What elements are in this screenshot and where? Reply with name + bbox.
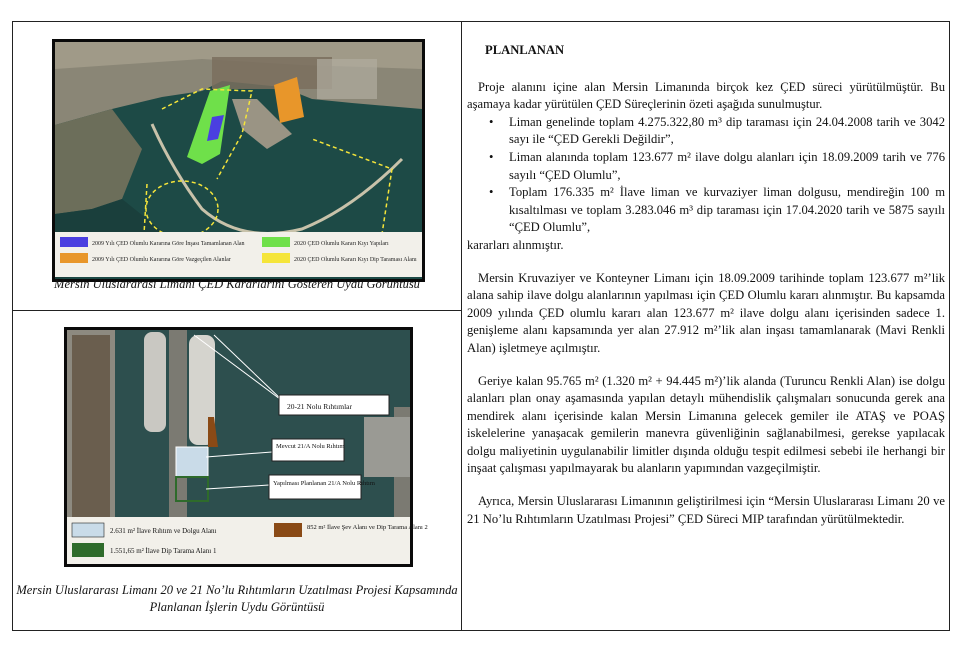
figure-cell-2 [13, 311, 461, 631]
figure-caption-2: Mersin Uluslararası Limanı 20 ve 21 No’lu Rıhtımların Uzatılması Projesi Kapsamında Planlanan İşlerin Uydu Görüntüsü [16, 583, 458, 614]
svg-text:20-21 Nolu Rıhtımlar: 20-21 Nolu Rıhtımlar [287, 402, 352, 411]
svg-text:Yapılması Planlanan 21/A Nolu: Yapılması Planlanan 21/A Nolu Rıhtım [273, 480, 375, 487]
satellite-image-1 [52, 39, 425, 282]
svg-text:2020 ÇED Olumlu Kararı Kıyı Di: 2020 ÇED Olumlu Kararı Kıyı Dip Taraması Alanı [294, 257, 417, 263]
text-column [467, 42, 945, 528]
port-satellite-map-2 [64, 327, 428, 567]
satellite-image-2 [64, 327, 428, 567]
list-closing-text: kararları alınmıştır. [467, 237, 564, 252]
svg-text:2.631 m² İlave Rıhtım ve Dolgu: 2.631 m² İlave Rıhtım ve Dolgu Alanı [110, 527, 217, 535]
figure-caption-1: Mersin Uluslararası Limanı ÇED Kararlarını Gösteren Uydu Görüntüsü [54, 277, 420, 291]
intro-paragraph: Proje alanını içine alan Mersin Limanında birçok kez ÇED süreci yürütülmüştür. Bu aşamaya kadar yürütülen ÇED Süreçlerinin özeti aşağıda sunulmuştur. [467, 79, 945, 112]
text-cell [462, 22, 950, 630]
svg-text:1.551,65 m² İlave Dip Tarama A: 1.551,65 m² İlave Dip Tarama Alanı 1 [110, 547, 217, 555]
paragraph-3: Geriye kalan 95.765 m² (1.320 m² + 94.445 m²)’lik alanda (Turuncu Renkli Alan) ise dolgu alanları plan onay aşamasında yapılan detaylı mühendislik çalışmaları sonucunda gerek ana mendirek alanı içerisinde kalan Mersin Limanına gelecek gemiler ile ATAŞ ve POAŞ iskelelerine yanaşacak gemilerin manevra güvenliğinin sağlanabilmesi, gerekse yapılacak dolgu maliyetinin uygulanabilir limitler dışında olduğu tespit edilmesi sebebi ile herhangi bir inşaat çalışması yapılmayarak bu alanların yapımından vazgeçilmiştir. [467, 373, 945, 476]
list-item: • Toplam 176.335 m² İlave liman ve kurvaziyer liman dolgusu, mendireğin 100 m kısaltılması ve toplam 3.283.046 m³ dip taraması için 17.04.2020 tarih ve 5875 sayılı “ÇED Olumlu”, [467, 184, 945, 237]
svg-text:Mevcut 21/A Nolu Rıhtım: Mevcut 21/A Nolu Rıhtım [276, 443, 345, 450]
ced-decisions-list [467, 114, 945, 237]
svg-text:2020 ÇED Olumlu Kararı Kıyı Ya: 2020 ÇED Olumlu Kararı Kıyı Yapıları [294, 241, 389, 247]
list-item: • Liman genelinde toplam 4.275.322,80 m³ dip taraması için 24.04.2008 tarih ve 3042 sayı ile “ÇED Gerekli Değildir”, [467, 114, 945, 149]
document-table [12, 21, 950, 631]
svg-text:852 m² İlave Şev Alanı ve Dip: 852 m² İlave Şev Alanı ve Dip Tarama Alanı 2 [307, 524, 428, 531]
legend-swatch-blue [60, 237, 88, 247]
legend-swatch-green [262, 237, 290, 247]
legend-swatch-yellow [262, 253, 290, 263]
svg-text:2009 Yılı ÇED Olumlu Kararına: 2009 Yılı ÇED Olumlu Kararına Göre Vazgeçilen Alanlar [92, 257, 231, 263]
legend-swatch-orange [60, 253, 88, 263]
figure-cell-1 [13, 22, 461, 310]
port-satellite-map-1 [52, 39, 425, 282]
list-item: • Liman alanında toplam 123.677 m² ilave dolgu alanları için 18.09.2009 tarih ve 776 sayılı “ÇED Olumlu”, [467, 149, 945, 184]
paragraph-4: Ayrıca, Mersin Uluslararası Limanının geliştirilmesi için “Mersin Uluslararası Limanı 20 ve 21 No’lu Rıhtımların Uzatılması Projesi” ÇED Süreci MIP tarafından yürütülmektedir. [467, 494, 945, 526]
section-heading: PLANLANAN [485, 43, 565, 57]
svg-text:2009 Yılı ÇED Olumlu Kararına: 2009 Yılı ÇED Olumlu Kararına Göre İnşası Tamamlanan Alan [92, 241, 245, 247]
paragraph-2: Mersin Kruvaziyer ve Konteyner Limanı için 18.09.2009 tarihinde toplam 123.677 m²’lik alana sahip ilave dolgu alanlarının yapılması için ÇED Olumlu kararı alınmıştır. Bu kapsamda 2009 yılında ÇED olumlu kararı alan 123.677 m² ilave dolgu alanı içerisinden sadece 1. genişleme alanı kapsamında yer alan 27.912 m²’lik alan inşası tamamlanarak (Mavi Renkli Alan) işletmeye açılmıştır. [467, 270, 945, 355]
